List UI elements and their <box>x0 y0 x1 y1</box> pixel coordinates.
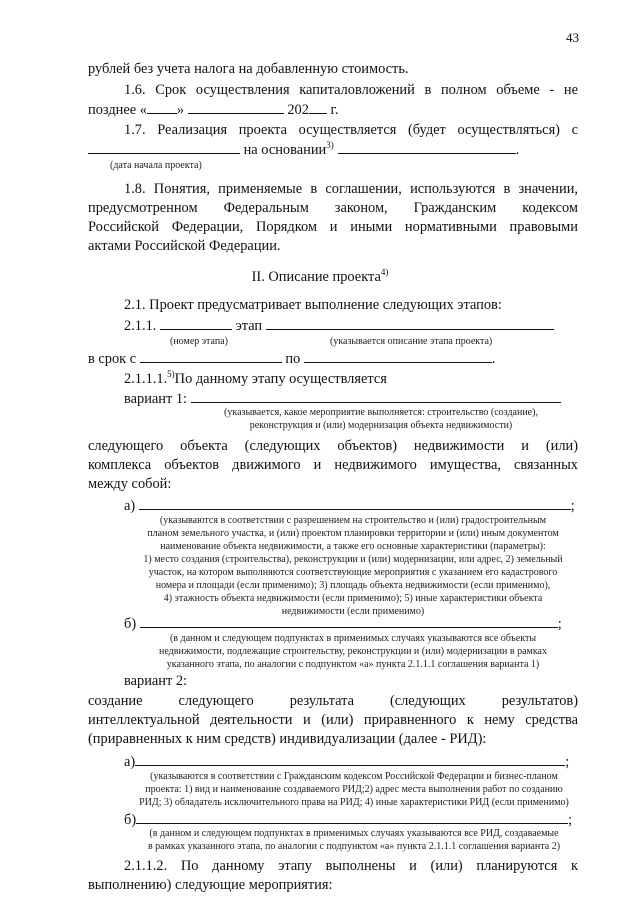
paragraph-line: 2.1. Проект предусматривает выполнение следующих этапов: <box>124 297 502 313</box>
field-caption: (в данном и следующем подпунктах в применимых случаях указываются все РИД, создаваемые в рамках указанного этапа, по аналогии с подпунктом «а» пункта 2.1.1.1 соглашения варианта 2) <box>147 828 561 852</box>
paragraph-line: актами Российской Федерации. <box>88 238 281 254</box>
item-line: б) ; <box>124 616 562 632</box>
paragraph-line: Российской Федерации, Порядком и иными нормативными правовыми <box>88 219 578 235</box>
paragraph-line: 1.7. Реализация проекта осуществляется (будет осуществляться) с <box>124 122 578 138</box>
option-line: вариант 2: <box>124 673 188 689</box>
field-caption: (дата начала проекта) <box>110 160 202 171</box>
paragraph-line: 1.6. Срок осуществления капиталовложений в полном объеме - не <box>124 82 578 98</box>
paragraph-line: предусмотренном Федеральным законом, Гражданским кодексом <box>88 200 578 216</box>
field-caption: (указывается описание этапа проекта) <box>330 336 493 347</box>
section-heading: II. Описание проекта$^{4)}$ <box>251 267 389 285</box>
paragraph-line: интеллектуальной деятельности и (или) приравненного к нему средства <box>88 712 578 728</box>
deadline-line: позднее « » 202 г. <box>88 102 339 118</box>
paragraph-line: комплекса объектов движимого и недвижимого имущества, связанных <box>88 457 578 473</box>
paragraph-line: следующего объекта (следующих объектов) недвижимости и (или) <box>88 438 578 454</box>
stage-line: 2.1.1. этап <box>88 316 578 336</box>
field-caption: (номер этапа) <box>170 336 228 347</box>
option-line: вариант 1: <box>88 389 578 409</box>
item-line: а) ; <box>124 498 575 514</box>
field-caption: (указывается, какое мероприятие выполняется: строительство (создание), реконструкция и (или) модернизация объекта недвижимости) <box>224 407 538 431</box>
paragraph-line: 2.1.1.1.$^{5)}$По данному этапу осуществляется <box>124 369 387 387</box>
page-number: 43 <box>566 30 579 45</box>
paragraph-line: рублей без учета налога на добавленную стоимость. <box>88 61 409 77</box>
item-line: а) ; <box>124 754 570 770</box>
paragraph-line: между собой: <box>88 476 172 492</box>
field-caption: (в данном и следующем подпунктах в применимых случаях указываются все объекты недвижимости, подлежащие строительству, реконструкции и (или) модернизации в рамках указанного этапа, по аналогии с подпунктом «а» пункта 2.1.1.1 соглашения варианта 1) <box>159 633 547 670</box>
field-caption: (указываются в соответствии с Гражданским кодексом Российской Федерации и бизнес-планом проекта: 1) вид и наименование создаваемого РИД;2) адрес места выполнения работ по созданию РИД; 3) обладатель исключительного права на РИД; 4) иные характеристики РИД (если применимо) <box>139 771 569 808</box>
paragraph-line: создание следующего результата (следующих результатов) <box>88 693 578 709</box>
field-caption: (указываются в соответствии с разрешением на строительство и (или) градостроительным планом земельного участка, и (или) проектом планировки территории и (или) иным документом наименование объекта недвижимости, а также его основные характеристики (параметры): 1) место создания (строительства), реконструкции и (или) модернизации, или адрес, 2) земельный участок, на котором выполняются соответствующие мероприятия с указанием его кадастрового номера и площади (если применимо); 3) площадь объекта недвижимости (если применимо), 4) этажность объекта недвижимости (если применимо); 5) иные характеристики объекта недвижимости (если применимо) <box>143 515 563 617</box>
paragraph-line: 1.8. Понятия, применяемые в соглашении, используются в значении, <box>124 181 578 197</box>
item-line: б) ; <box>124 812 573 828</box>
paragraph-line: 2.1.1.2. По данному этапу выполнены и (или) планируются к <box>124 858 578 874</box>
start-date-line: на основании$^{3)}$ . <box>88 140 578 160</box>
term-line: в срок с по . <box>88 351 496 367</box>
paragraph-line: (приравненных к ним средств) индивидуализации (далее - РИД): <box>88 731 487 747</box>
paragraph-line: выполнению) следующие мероприятия: <box>88 877 333 893</box>
